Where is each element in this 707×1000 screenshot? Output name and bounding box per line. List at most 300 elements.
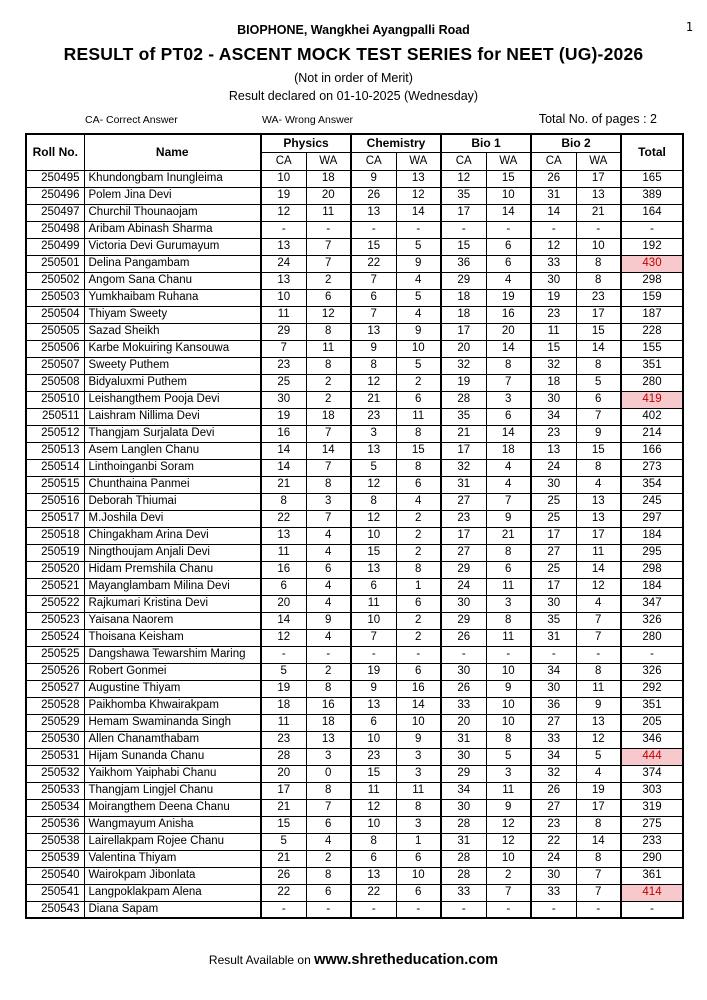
score-cell: 8 <box>306 680 351 697</box>
roll-number-cell: 250534 <box>26 799 84 816</box>
roll-number-cell: 250502 <box>26 272 84 289</box>
student-name-cell: Khundongbam Inungleima <box>84 170 261 187</box>
score-cell: 20 <box>441 340 486 357</box>
student-name-cell: Aribam Abinash Sharma <box>84 221 261 238</box>
score-cell: 6 <box>396 595 441 612</box>
student-name-cell: Wairokpam Jibonlata <box>84 867 261 884</box>
score-cell: 9 <box>486 799 531 816</box>
score-cell: 31 <box>531 629 576 646</box>
score-cell: 12 <box>261 204 306 221</box>
score-cell: 31 <box>441 833 486 850</box>
score-cell: - <box>576 901 621 918</box>
student-name-cell: Paikhomba Khwairakpam <box>84 697 261 714</box>
score-cell: 2 <box>396 510 441 527</box>
score-cell: 5 <box>351 459 396 476</box>
table-row <box>26 680 683 697</box>
score-cell: 10 <box>396 867 441 884</box>
score-cell: 34 <box>531 408 576 425</box>
score-cell: 17 <box>576 170 621 187</box>
total-cell: 290 <box>621 850 683 867</box>
merit-note: (Not in order of Merit) <box>294 71 413 85</box>
student-name-cell: Thiyam Sweety <box>84 306 261 323</box>
table-row <box>26 425 683 442</box>
student-name-cell: Augustine Thiyam <box>84 680 261 697</box>
score-cell: 2 <box>486 867 531 884</box>
score-cell: 4 <box>486 272 531 289</box>
table-row <box>26 731 683 748</box>
score-cell: 24 <box>531 850 576 867</box>
score-cell: 14 <box>576 561 621 578</box>
score-cell: 13 <box>576 714 621 731</box>
total-cell: 402 <box>621 408 683 425</box>
score-cell: 9 <box>396 323 441 340</box>
score-cell: 21 <box>486 527 531 544</box>
score-cell: 19 <box>261 408 306 425</box>
score-cell: 8 <box>306 476 351 493</box>
student-name-cell: Rajkumari Kristina Devi <box>84 595 261 612</box>
score-cell: 6 <box>396 476 441 493</box>
roll-number-cell: 250498 <box>26 221 84 238</box>
score-cell: - <box>486 646 531 663</box>
roll-number-cell: 250496 <box>26 187 84 204</box>
total-cell: 297 <box>621 510 683 527</box>
score-cell: 10 <box>486 714 531 731</box>
score-cell: 14 <box>261 459 306 476</box>
score-cell: 23 <box>576 289 621 306</box>
score-cell: 30 <box>531 476 576 493</box>
score-cell: - <box>441 646 486 663</box>
score-cell: 15 <box>576 323 621 340</box>
score-cell: 33 <box>531 884 576 901</box>
score-cell: 15 <box>351 544 396 561</box>
score-cell: 25 <box>261 374 306 391</box>
score-cell: 11 <box>306 204 351 221</box>
roll-number-cell: 250512 <box>26 425 84 442</box>
score-cell: 23 <box>531 816 576 833</box>
score-cell: 4 <box>396 272 441 289</box>
table-row <box>26 527 683 544</box>
score-cell: 3 <box>396 765 441 782</box>
score-cell: 11 <box>486 578 531 595</box>
score-cell: 7 <box>576 867 621 884</box>
score-cell: 29 <box>261 323 306 340</box>
score-cell: 11 <box>576 544 621 561</box>
score-cell: 7 <box>306 238 351 255</box>
column-header-name: Name <box>84 134 261 170</box>
score-cell: 18 <box>486 442 531 459</box>
score-cell: 13 <box>351 204 396 221</box>
score-cell: 4 <box>306 595 351 612</box>
score-cell: 31 <box>441 731 486 748</box>
score-cell: 23 <box>351 748 396 765</box>
score-cell: 30 <box>531 391 576 408</box>
student-name-cell: Dangshawa Tewarshim Maring <box>84 646 261 663</box>
student-name-cell: Wangmayum Anisha <box>84 816 261 833</box>
score-cell: 17 <box>441 204 486 221</box>
score-cell: 33 <box>531 255 576 272</box>
student-name-cell: M.Joshila Devi <box>84 510 261 527</box>
score-cell: - <box>351 221 396 238</box>
score-cell: - <box>531 901 576 918</box>
score-cell: 10 <box>351 527 396 544</box>
score-cell: 1 <box>396 833 441 850</box>
score-cell: 15 <box>576 442 621 459</box>
score-cell: 11 <box>486 782 531 799</box>
roll-number-cell: 250526 <box>26 663 84 680</box>
score-cell: 22 <box>261 884 306 901</box>
score-cell: 4 <box>306 629 351 646</box>
score-cell: 33 <box>531 731 576 748</box>
score-cell: 5 <box>576 748 621 765</box>
student-name-cell: Hemam Swaminanda Singh <box>84 714 261 731</box>
score-cell: 35 <box>441 187 486 204</box>
column-header-roll: Roll No. <box>26 134 84 170</box>
subheader-physics-wa: WA <box>306 152 351 170</box>
score-cell: 8 <box>576 255 621 272</box>
score-cell: 8 <box>396 425 441 442</box>
score-cell: 14 <box>306 442 351 459</box>
student-name-cell: Chingakham Arina Devi <box>84 527 261 544</box>
score-cell: 19 <box>531 289 576 306</box>
total-cell: 166 <box>621 442 683 459</box>
table-row <box>26 782 683 799</box>
student-name-cell: Hijam Sunanda Chanu <box>84 748 261 765</box>
score-cell: 23 <box>531 425 576 442</box>
student-name-cell: Karbe Mokuiring Kansouwa <box>84 340 261 357</box>
score-cell: 7 <box>351 306 396 323</box>
student-name-cell: Chunthaina Panmei <box>84 476 261 493</box>
score-cell: - <box>306 646 351 663</box>
score-cell: - <box>441 901 486 918</box>
student-name-cell: Robert Gonmei <box>84 663 261 680</box>
score-cell: 11 <box>396 408 441 425</box>
score-cell: 13 <box>351 867 396 884</box>
score-cell: 13 <box>351 697 396 714</box>
score-cell: 6 <box>486 561 531 578</box>
score-cell: 30 <box>531 680 576 697</box>
table-row <box>26 765 683 782</box>
score-cell: 9 <box>576 697 621 714</box>
score-cell: 20 <box>306 187 351 204</box>
score-cell: 8 <box>576 850 621 867</box>
table-row <box>26 561 683 578</box>
score-cell: 2 <box>306 272 351 289</box>
table-row <box>26 697 683 714</box>
score-cell: 4 <box>306 544 351 561</box>
total-cell: 419 <box>621 391 683 408</box>
score-cell: 7 <box>306 425 351 442</box>
score-cell: 9 <box>351 170 396 187</box>
score-cell: 13 <box>261 272 306 289</box>
roll-number-cell: 250518 <box>26 527 84 544</box>
roll-number-cell: 250506 <box>26 340 84 357</box>
score-cell: 19 <box>351 663 396 680</box>
score-cell: 13 <box>396 170 441 187</box>
student-name-cell: Valentina Thiyam <box>84 850 261 867</box>
total-cell: 303 <box>621 782 683 799</box>
score-cell: 20 <box>261 595 306 612</box>
total-cell: 298 <box>621 561 683 578</box>
score-cell: 3 <box>396 816 441 833</box>
score-cell: 14 <box>486 425 531 442</box>
score-cell: 8 <box>486 544 531 561</box>
page-title: RESULT of PT02 - ASCENT MOCK TEST SERIES for NEET (UG)-2026 <box>63 44 644 64</box>
roll-number-cell: 250510 <box>26 391 84 408</box>
score-cell: 6 <box>486 238 531 255</box>
score-cell: 16 <box>261 561 306 578</box>
roll-number-cell: 250527 <box>26 680 84 697</box>
score-cell: 21 <box>261 850 306 867</box>
table-row <box>26 459 683 476</box>
subheader-bio1-ca: CA <box>441 152 486 170</box>
subheader-bio2-ca: CA <box>531 152 576 170</box>
total-cell: 292 <box>621 680 683 697</box>
score-cell: 17 <box>441 527 486 544</box>
score-cell: 6 <box>261 578 306 595</box>
score-cell: 7 <box>576 884 621 901</box>
score-cell: 10 <box>486 850 531 867</box>
student-name-cell: Victoria Devi Gurumayum <box>84 238 261 255</box>
score-cell: - <box>441 221 486 238</box>
score-cell: 2 <box>306 374 351 391</box>
score-cell: 6 <box>396 884 441 901</box>
roll-number-cell: 250501 <box>26 255 84 272</box>
score-cell: 6 <box>486 255 531 272</box>
score-cell: 10 <box>396 714 441 731</box>
subheader-bio2-wa: WA <box>576 152 621 170</box>
score-cell: - <box>396 221 441 238</box>
footer <box>0 952 707 968</box>
score-cell: 5 <box>396 238 441 255</box>
score-cell: 22 <box>261 510 306 527</box>
roll-number-cell: 250523 <box>26 612 84 629</box>
score-cell: 16 <box>486 306 531 323</box>
table-row <box>26 850 683 867</box>
score-cell: 6 <box>396 391 441 408</box>
score-cell: 5 <box>261 833 306 850</box>
score-cell: 10 <box>351 612 396 629</box>
table-row <box>26 391 683 408</box>
score-cell: 0 <box>306 765 351 782</box>
score-cell: 6 <box>351 714 396 731</box>
score-cell: 32 <box>531 357 576 374</box>
roll-number-cell: 250528 <box>26 697 84 714</box>
total-cell: 346 <box>621 731 683 748</box>
score-cell: 14 <box>261 612 306 629</box>
score-cell: 6 <box>351 850 396 867</box>
score-cell: 21 <box>261 799 306 816</box>
score-cell: 8 <box>576 816 621 833</box>
score-cell: 29 <box>441 765 486 782</box>
score-cell: 12 <box>531 238 576 255</box>
score-cell: 34 <box>531 748 576 765</box>
student-name-cell: Deborah Thiumai <box>84 493 261 510</box>
score-cell: 8 <box>306 357 351 374</box>
table-row <box>26 306 683 323</box>
score-cell: 19 <box>441 374 486 391</box>
score-cell: 9 <box>351 680 396 697</box>
student-name-cell: Yaisana Naorem <box>84 612 261 629</box>
score-cell: 4 <box>576 476 621 493</box>
score-cell: 7 <box>306 799 351 816</box>
total-cell: 389 <box>621 187 683 204</box>
score-cell: 5 <box>396 289 441 306</box>
declared-date: Result declared on 01-10-2025 (Wednesday) <box>228 89 479 103</box>
student-name-cell: Hidam Premshila Chanu <box>84 561 261 578</box>
total-cell: 295 <box>621 544 683 561</box>
score-cell: 12 <box>351 510 396 527</box>
score-cell: 19 <box>576 782 621 799</box>
student-name-cell: Linthoinganbi Soram <box>84 459 261 476</box>
score-cell: - <box>261 646 306 663</box>
score-cell: 35 <box>531 612 576 629</box>
table-row <box>26 442 683 459</box>
column-group-bio1: Bio 1 <box>441 134 531 152</box>
score-cell: - <box>396 901 441 918</box>
score-cell: 5 <box>486 748 531 765</box>
student-name-cell: Mayanglambam Milina Devi <box>84 578 261 595</box>
roll-number-cell: 250508 <box>26 374 84 391</box>
score-cell: 7 <box>576 408 621 425</box>
score-cell: 2 <box>396 629 441 646</box>
score-cell: 18 <box>306 714 351 731</box>
footer-prefix: Result Available on <box>208 953 315 967</box>
score-cell: 8 <box>576 663 621 680</box>
table-row <box>26 544 683 561</box>
roll-number-cell: 250519 <box>26 544 84 561</box>
score-cell: - <box>576 221 621 238</box>
table-row <box>26 408 683 425</box>
score-cell: - <box>531 646 576 663</box>
score-cell: 14 <box>486 204 531 221</box>
student-name-cell: Churchil Thounaojam <box>84 204 261 221</box>
score-cell: 17 <box>261 782 306 799</box>
student-name-cell: Lairellakpam Rojee Chanu <box>84 833 261 850</box>
total-cell: 326 <box>621 612 683 629</box>
roll-number-cell: 250541 <box>26 884 84 901</box>
score-cell: 7 <box>261 340 306 357</box>
score-cell: 18 <box>306 170 351 187</box>
score-cell: 15 <box>261 816 306 833</box>
score-cell: 3 <box>306 493 351 510</box>
roll-number-cell: 250511 <box>26 408 84 425</box>
score-cell: 16 <box>306 697 351 714</box>
table-row <box>26 816 683 833</box>
score-cell: 23 <box>531 306 576 323</box>
score-cell: 8 <box>396 561 441 578</box>
score-cell: 24 <box>441 578 486 595</box>
score-cell: 17 <box>576 527 621 544</box>
score-cell: 18 <box>306 408 351 425</box>
roll-number-cell: 250525 <box>26 646 84 663</box>
score-cell: - <box>306 901 351 918</box>
score-cell: 2 <box>306 391 351 408</box>
score-cell: 22 <box>351 255 396 272</box>
total-cell: 187 <box>621 306 683 323</box>
score-cell: 10 <box>351 816 396 833</box>
score-cell: 29 <box>441 561 486 578</box>
score-cell: 4 <box>486 459 531 476</box>
score-cell: 33 <box>441 697 486 714</box>
total-cell: 214 <box>621 425 683 442</box>
score-cell: 21 <box>351 391 396 408</box>
student-name-cell: Delina Pangambam <box>84 255 261 272</box>
table-row <box>26 187 683 204</box>
roll-number-cell: 250515 <box>26 476 84 493</box>
score-cell: 15 <box>351 238 396 255</box>
student-name-cell: Thangjam Surjalata Devi <box>84 425 261 442</box>
total-cell: 192 <box>621 238 683 255</box>
score-cell: 2 <box>306 663 351 680</box>
score-cell: 8 <box>396 459 441 476</box>
total-cell: 280 <box>621 629 683 646</box>
score-cell: 3 <box>396 748 441 765</box>
score-cell: 13 <box>261 238 306 255</box>
score-cell: 8 <box>351 833 396 850</box>
score-cell: 11 <box>576 680 621 697</box>
score-cell: 7 <box>306 459 351 476</box>
total-pages-label: Total No. of pages : 2 <box>538 112 657 126</box>
total-cell: 319 <box>621 799 683 816</box>
table-row <box>26 884 683 901</box>
student-name-cell: Thoisana Keisham <box>84 629 261 646</box>
score-cell: 1 <box>396 578 441 595</box>
student-name-cell: Polem Jina Devi <box>84 187 261 204</box>
roll-number-cell: 250538 <box>26 833 84 850</box>
score-cell: 4 <box>576 765 621 782</box>
score-cell: 13 <box>531 442 576 459</box>
score-cell: 34 <box>441 782 486 799</box>
score-cell: 12 <box>261 629 306 646</box>
score-cell: 30 <box>531 867 576 884</box>
score-cell: 6 <box>306 561 351 578</box>
score-cell: 4 <box>306 833 351 850</box>
score-cell: 6 <box>351 578 396 595</box>
score-cell: 16 <box>261 425 306 442</box>
score-cell: 17 <box>531 527 576 544</box>
score-cell: 8 <box>486 731 531 748</box>
roll-number-cell: 250539 <box>26 850 84 867</box>
score-cell: 23 <box>261 731 306 748</box>
table-row <box>26 238 683 255</box>
score-cell: 6 <box>396 850 441 867</box>
total-cell: 347 <box>621 595 683 612</box>
score-cell: 30 <box>441 799 486 816</box>
roll-number-cell: 250521 <box>26 578 84 595</box>
score-cell: 12 <box>486 816 531 833</box>
table-row <box>26 289 683 306</box>
score-cell: 26 <box>531 170 576 187</box>
roll-number-cell: 250536 <box>26 816 84 833</box>
score-cell: 6 <box>486 408 531 425</box>
table-row <box>26 255 683 272</box>
score-cell: 34 <box>531 663 576 680</box>
column-group-bio2: Bio 2 <box>531 134 621 152</box>
score-cell: 30 <box>531 595 576 612</box>
student-name-cell: Yumkhaibam Ruhana <box>84 289 261 306</box>
score-cell: 21 <box>441 425 486 442</box>
total-cell: 430 <box>621 255 683 272</box>
score-cell: 8 <box>261 493 306 510</box>
roll-number-cell: 250495 <box>26 170 84 187</box>
score-cell: 9 <box>486 680 531 697</box>
score-cell: 14 <box>396 204 441 221</box>
score-cell: 15 <box>531 340 576 357</box>
score-cell: 31 <box>531 187 576 204</box>
table-row <box>26 595 683 612</box>
table-body <box>26 170 683 918</box>
score-cell: 10 <box>261 289 306 306</box>
